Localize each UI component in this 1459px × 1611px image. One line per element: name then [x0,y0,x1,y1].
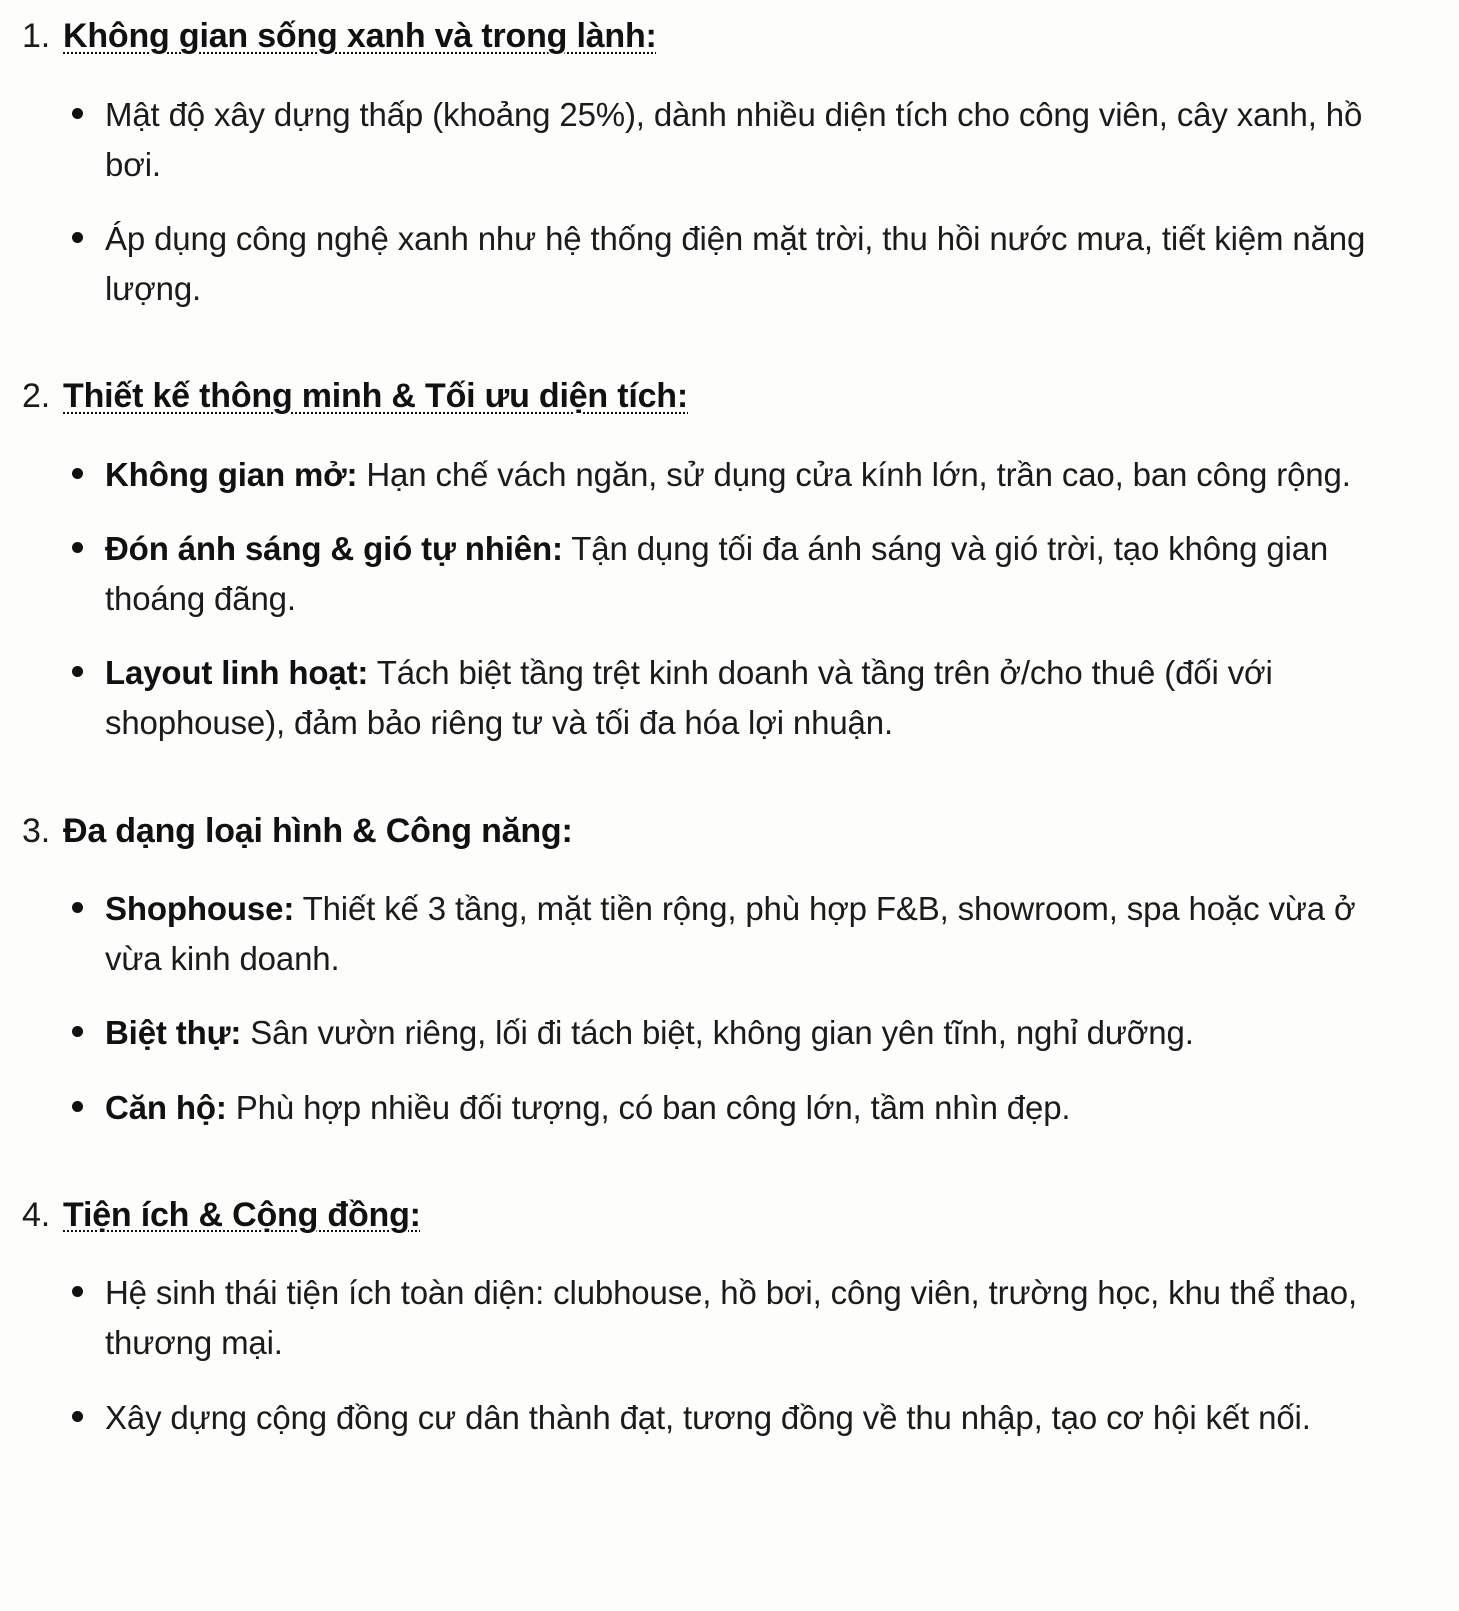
section-title: Không gian sống xanh và trong lành: [63,17,657,55]
bullet-list [0,450,1459,749]
list-item [0,884,1459,984]
section-number: 1. [22,17,51,55]
bullet-text: Tận dụng tối đa ánh sáng và gió trời, tạo không gian thoáng đãng. [105,529,1329,618]
section-4 [0,1193,1459,1443]
bullet-text: Tách biệt tầng trệt kinh doanh và tầng trên ở/cho thuê (đối với shophouse), đảm bảo riêng tư và tối đa hóa lợi nhuận. [105,654,1273,742]
bullet-list [0,90,1459,315]
list-item [0,1083,1459,1133]
document-page [0,14,1459,1611]
bullet-text: Sân vườn riêng, lối đi tách biệt, không gian yên tĩnh, nghỉ dưỡng. [241,1014,1194,1052]
section-title: Đa dạng loại hình & Công năng: [63,811,573,850]
bullet-lead-label: Layout linh hoạt: [105,654,369,692]
section-number: 4. [22,1195,51,1234]
list-item [0,214,1459,314]
bullet-text: Xây dựng cộng đồng cư dân thành đạt, tương đồng về thu nhập, tạo cơ hội kết nối. [105,1398,1311,1436]
bullet-list [0,1268,1459,1442]
bullet-lead-label: Biệt thự: [105,1014,242,1052]
section-3 [0,809,1459,1133]
bullet-lead-label: Đón ánh sáng & gió tự nhiên: [105,529,563,567]
section-heading [0,374,1459,420]
bullet-list [0,884,1459,1133]
bullet-text: Hạn chế vách ngăn, sử dụng cửa kính lớn, trần cao, ban công rộng. [357,455,1351,493]
section-title: Tiện ích & Cộng đồng: [63,1195,421,1234]
section-heading [0,14,1459,60]
bullet-text: Thiết kế 3 tầng, mặt tiền rộng, phù hợp F&B, showroom, spa hoặc vừa ở vừa kinh doanh. [105,890,1356,978]
section-number: 3. [22,811,51,850]
list-item [0,1008,1459,1058]
section-heading [0,1193,1459,1239]
section-1 [0,14,1459,314]
list-item [0,1268,1459,1368]
section-2 [0,374,1459,748]
list-item [0,1393,1459,1443]
section-heading [0,809,1459,855]
numbered-section-list [0,14,1459,1443]
list-item [0,648,1459,748]
section-number: 2. [22,377,51,416]
bullet-lead-label: Căn hộ: [105,1088,227,1126]
bullet-text: Phù hợp nhiều đối tượng, có ban công lớn, tầm nhìn đẹp. [226,1088,1071,1126]
bullet-text: Hệ sinh thái tiện ích toàn diện: clubhouse, hồ bơi, công viên, trường học, khu thể thao, thương mại. [105,1274,1357,1362]
list-item [0,524,1459,624]
bullet-lead-label: Shophouse: [105,890,295,928]
bullet-text: Áp dụng công nghệ xanh như hệ thống điện mặt trời, thu hồi nước mưa, tiết kiệm năng lượng. [105,219,1366,308]
section-title: Thiết kế thông minh & Tối ưu diện tích: [63,377,689,416]
bullet-text: Mật độ xây dựng thấp (khoảng 25%), dành nhiều diện tích cho công viên, cây xanh, hồ bơi. [105,95,1363,183]
bullet-lead-label: Không gian mở: [105,455,358,493]
list-item [0,90,1459,190]
list-item [0,450,1459,500]
